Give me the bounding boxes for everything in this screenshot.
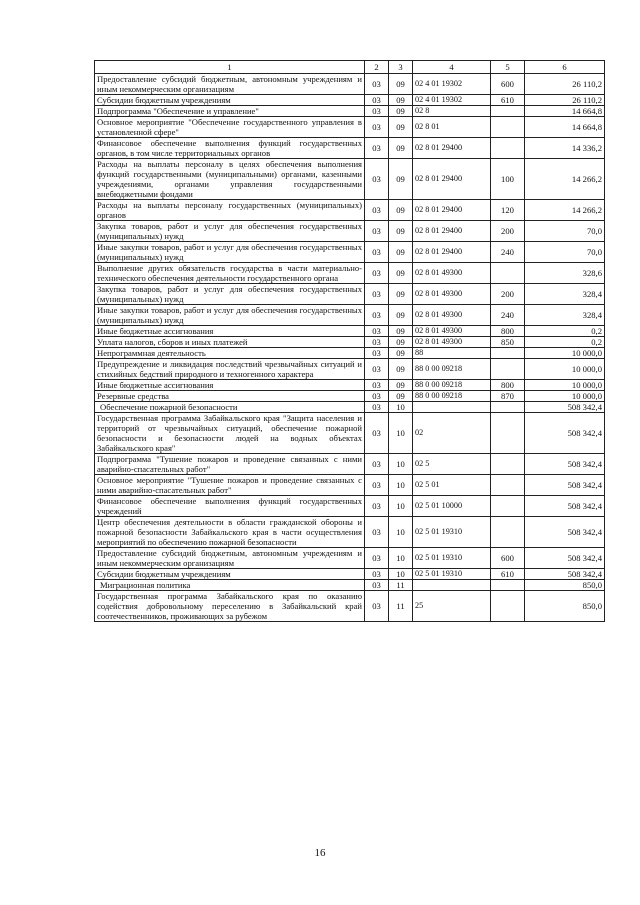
row-expense-type: 800 bbox=[491, 380, 525, 391]
row-expense-type: 870 bbox=[491, 391, 525, 402]
row-expense-type bbox=[491, 454, 525, 475]
row-target-article: 02 8 01 29400 bbox=[413, 159, 491, 200]
row-name: Иные закупки товаров, работ и услуг для обеспечения государственных (муниципальных) нужд bbox=[95, 305, 365, 326]
row-name: Государственная программа Забайкальского края по оказанию содействия добровольному переселению в Забайкальский край соотечественников, проживающих за рубежом bbox=[95, 591, 365, 622]
row-expense-type: 600 bbox=[491, 74, 525, 95]
row-expense-type bbox=[491, 117, 525, 138]
row-subsection: 09 bbox=[389, 159, 413, 200]
row-name: Подпрограмма "Обеспечение и управление" bbox=[95, 106, 365, 117]
row-section: 03 bbox=[365, 359, 389, 380]
header-col-4: 4 bbox=[413, 61, 491, 74]
row-subsection: 09 bbox=[389, 380, 413, 391]
row-section: 03 bbox=[365, 74, 389, 95]
row-name: Основное мероприятие "Тушение пожаров и проведение связанных с ними аварийно-спасательных работ" bbox=[95, 475, 365, 496]
table-row bbox=[95, 380, 605, 391]
row-target-article: 02 8 01 49300 bbox=[413, 326, 491, 337]
row-expense-type bbox=[491, 413, 525, 454]
row-section: 03 bbox=[365, 413, 389, 454]
row-name: Выполнение других обязательств государства в части материально-технического обеспечения деятельности государственного органа bbox=[95, 263, 365, 284]
table-row bbox=[95, 74, 605, 95]
row-target-article: 02 8 01 29400 bbox=[413, 200, 491, 221]
row-subsection: 09 bbox=[389, 337, 413, 348]
header-col-6: 6 bbox=[525, 61, 605, 74]
table-row bbox=[95, 359, 605, 380]
row-name: Закупка товаров, работ и услуг для обеспечения государственных (муниципальных) нужд bbox=[95, 221, 365, 242]
row-target-article: 02 8 01 29400 bbox=[413, 242, 491, 263]
row-subsection: 09 bbox=[389, 348, 413, 359]
row-section: 03 bbox=[365, 284, 389, 305]
row-amount: 10 000,0 bbox=[525, 348, 605, 359]
table-row bbox=[95, 221, 605, 242]
row-amount: 70,0 bbox=[525, 242, 605, 263]
table-row bbox=[95, 548, 605, 569]
row-target-article: 88 0 00 09218 bbox=[413, 391, 491, 402]
row-amount: 850,0 bbox=[525, 580, 605, 591]
row-section: 03 bbox=[365, 117, 389, 138]
row-name: Предоставление субсидий бюджетным, автономным учреждениям и иным некоммерческим организациям bbox=[95, 548, 365, 569]
row-subsection: 11 bbox=[389, 580, 413, 591]
row-name: Субсидии бюджетным учреждениям bbox=[95, 569, 365, 580]
row-target-article: 02 5 01 bbox=[413, 475, 491, 496]
row-section: 03 bbox=[365, 200, 389, 221]
table-row bbox=[95, 326, 605, 337]
row-subsection: 09 bbox=[389, 391, 413, 402]
row-section: 03 bbox=[365, 138, 389, 159]
row-target-article: 02 8 01 49300 bbox=[413, 263, 491, 284]
table-row bbox=[95, 569, 605, 580]
row-amount: 14 664,8 bbox=[525, 106, 605, 117]
row-target-article bbox=[413, 402, 491, 413]
row-amount: 328,4 bbox=[525, 284, 605, 305]
row-target-article: 02 8 01 29400 bbox=[413, 138, 491, 159]
row-name: Финансовое обеспечение выполнения функций государственных органов, в том числе территориальных органов bbox=[95, 138, 365, 159]
row-target-article: 02 4 01 19302 bbox=[413, 74, 491, 95]
row-target-article: 02 8 01 49300 bbox=[413, 284, 491, 305]
table-row bbox=[95, 138, 605, 159]
row-section: 03 bbox=[365, 106, 389, 117]
budget-table bbox=[94, 60, 605, 622]
table-row bbox=[95, 337, 605, 348]
row-expense-type: 240 bbox=[491, 305, 525, 326]
table-row bbox=[95, 475, 605, 496]
row-subsection: 10 bbox=[389, 569, 413, 580]
row-amount: 508 342,4 bbox=[525, 517, 605, 548]
row-amount: 328,4 bbox=[525, 305, 605, 326]
row-section: 03 bbox=[365, 242, 389, 263]
row-name: Уплата налогов, сборов и иных платежей bbox=[95, 337, 365, 348]
row-expense-type: 240 bbox=[491, 242, 525, 263]
row-target-article: 02 5 01 10000 bbox=[413, 496, 491, 517]
row-subsection: 09 bbox=[389, 200, 413, 221]
row-subsection: 09 bbox=[389, 284, 413, 305]
row-section: 03 bbox=[365, 580, 389, 591]
budget-table-body bbox=[95, 61, 605, 622]
header-col-1: 1 bbox=[95, 61, 365, 74]
row-section: 03 bbox=[365, 263, 389, 284]
row-subsection: 09 bbox=[389, 242, 413, 263]
row-name: Центр обеспечения деятельности в области гражданской обороны и пожарной безопасности Забайкальского края в части осуществления мероприятий по обеспечению пожарной безопасности bbox=[95, 517, 365, 548]
row-subsection: 10 bbox=[389, 475, 413, 496]
row-target-article: 02 5 01 19310 bbox=[413, 569, 491, 580]
table-row bbox=[95, 496, 605, 517]
row-section: 03 bbox=[365, 337, 389, 348]
row-expense-type: 200 bbox=[491, 284, 525, 305]
row-subsection: 09 bbox=[389, 305, 413, 326]
row-amount: 508 342,4 bbox=[525, 496, 605, 517]
row-expense-type bbox=[491, 496, 525, 517]
row-amount: 26 110,2 bbox=[525, 95, 605, 106]
row-expense-type: 800 bbox=[491, 326, 525, 337]
row-expense-type bbox=[491, 402, 525, 413]
row-target-article bbox=[413, 580, 491, 591]
row-name: Иные бюджетные ассигнования bbox=[95, 380, 365, 391]
row-expense-type: 200 bbox=[491, 221, 525, 242]
row-section: 03 bbox=[365, 380, 389, 391]
row-expense-type: 120 bbox=[491, 200, 525, 221]
row-name: Основное мероприятие "Обеспечение государственного управления в установленной сфере" bbox=[95, 117, 365, 138]
row-expense-type bbox=[491, 580, 525, 591]
row-amount: 14 266,2 bbox=[525, 159, 605, 200]
table-row bbox=[95, 117, 605, 138]
table-row bbox=[95, 242, 605, 263]
row-section: 03 bbox=[365, 348, 389, 359]
row-name: Закупка товаров, работ и услуг для обеспечения государственных (муниципальных) нужд bbox=[95, 284, 365, 305]
row-subsection: 09 bbox=[389, 74, 413, 95]
table-row bbox=[95, 159, 605, 200]
row-name: Подпрограмма "Тушение пожаров и проведение связанных с ними аварийно-спасательных работ" bbox=[95, 454, 365, 475]
row-amount: 14 266,2 bbox=[525, 200, 605, 221]
row-amount: 508 342,4 bbox=[525, 402, 605, 413]
row-subsection: 09 bbox=[389, 138, 413, 159]
row-name: Субсидии бюджетным учреждениям bbox=[95, 95, 365, 106]
row-name: Иные закупки товаров, работ и услуг для обеспечения государственных (муниципальных) нужд bbox=[95, 242, 365, 263]
row-section: 03 bbox=[365, 454, 389, 475]
row-section: 03 bbox=[365, 517, 389, 548]
table-row bbox=[95, 454, 605, 475]
row-section: 03 bbox=[365, 95, 389, 106]
row-expense-type bbox=[491, 348, 525, 359]
row-subsection: 09 bbox=[389, 263, 413, 284]
row-name: Иные бюджетные ассигнования bbox=[95, 326, 365, 337]
row-amount: 508 342,4 bbox=[525, 454, 605, 475]
row-subsection: 09 bbox=[389, 95, 413, 106]
row-subsection: 09 bbox=[389, 326, 413, 337]
header-col-5: 5 bbox=[491, 61, 525, 74]
table-row bbox=[95, 402, 605, 413]
row-name: Расходы на выплаты персоналу в целях обеспечения выполнения функций государственными (муниципальными) органами, казенными учреждениями, органами управления государственными внебюджетными фондами bbox=[95, 159, 365, 200]
header-row bbox=[95, 61, 605, 74]
row-subsection: 09 bbox=[389, 221, 413, 242]
row-expense-type bbox=[491, 106, 525, 117]
row-amount: 10 000,0 bbox=[525, 391, 605, 402]
row-target-article: 02 8 bbox=[413, 106, 491, 117]
row-amount: 14 664,8 bbox=[525, 117, 605, 138]
header-col-2: 2 bbox=[365, 61, 389, 74]
row-section: 03 bbox=[365, 305, 389, 326]
row-name: Миграционная политика bbox=[95, 580, 365, 591]
row-section: 03 bbox=[365, 569, 389, 580]
row-name: Резервные средства bbox=[95, 391, 365, 402]
row-expense-type: 610 bbox=[491, 569, 525, 580]
row-expense-type bbox=[491, 359, 525, 380]
row-subsection: 10 bbox=[389, 496, 413, 517]
row-amount: 850,0 bbox=[525, 591, 605, 622]
row-target-article: 88 bbox=[413, 348, 491, 359]
row-amount: 508 342,4 bbox=[525, 548, 605, 569]
table-row bbox=[95, 263, 605, 284]
row-section: 03 bbox=[365, 391, 389, 402]
row-target-article: 02 8 01 49300 bbox=[413, 305, 491, 326]
row-name: Государственная программа Забайкальского края "Защита населения и территорий от чрезвычайных ситуаций, обеспечение пожарной безопасности и безопасности людей на водных объектах Забайкальского края" bbox=[95, 413, 365, 454]
row-expense-type: 600 bbox=[491, 548, 525, 569]
row-expense-type bbox=[491, 475, 525, 496]
table-row bbox=[95, 580, 605, 591]
table-row bbox=[95, 517, 605, 548]
row-expense-type: 610 bbox=[491, 95, 525, 106]
row-target-article: 02 8 01 bbox=[413, 117, 491, 138]
row-name: Предупреждение и ликвидация последствий чрезвычайных ситуаций и стихийных бедствий природного и техногенного характера bbox=[95, 359, 365, 380]
table-row bbox=[95, 284, 605, 305]
row-amount: 70,0 bbox=[525, 221, 605, 242]
row-section: 03 bbox=[365, 326, 389, 337]
row-amount: 328,6 bbox=[525, 263, 605, 284]
row-amount: 10 000,0 bbox=[525, 380, 605, 391]
row-subsection: 10 bbox=[389, 454, 413, 475]
row-subsection: 10 bbox=[389, 413, 413, 454]
row-amount: 508 342,4 bbox=[525, 475, 605, 496]
table-row bbox=[95, 200, 605, 221]
row-section: 03 bbox=[365, 159, 389, 200]
row-expense-type bbox=[491, 517, 525, 548]
table-row bbox=[95, 305, 605, 326]
row-target-article: 02 bbox=[413, 413, 491, 454]
row-name: Обеспечение пожарной безопасности bbox=[95, 402, 365, 413]
row-section: 03 bbox=[365, 548, 389, 569]
row-amount: 10 000,0 bbox=[525, 359, 605, 380]
table-row bbox=[95, 391, 605, 402]
row-target-article: 02 5 01 19310 bbox=[413, 517, 491, 548]
row-subsection: 09 bbox=[389, 106, 413, 117]
row-name: Непрограммная деятельность bbox=[95, 348, 365, 359]
row-subsection: 09 bbox=[389, 117, 413, 138]
row-section: 03 bbox=[365, 402, 389, 413]
row-expense-type: 100 bbox=[491, 159, 525, 200]
row-target-article: 88 0 00 09218 bbox=[413, 380, 491, 391]
row-amount: 508 342,4 bbox=[525, 413, 605, 454]
row-target-article: 02 4 01 19302 bbox=[413, 95, 491, 106]
row-amount: 0,2 bbox=[525, 337, 605, 348]
row-subsection: 10 bbox=[389, 402, 413, 413]
table-row bbox=[95, 348, 605, 359]
row-expense-type: 850 bbox=[491, 337, 525, 348]
row-subsection: 10 bbox=[389, 548, 413, 569]
row-subsection: 09 bbox=[389, 359, 413, 380]
row-expense-type bbox=[491, 138, 525, 159]
row-name: Финансовое обеспечение выполнения функций государственных учреждений bbox=[95, 496, 365, 517]
row-target-article: 25 bbox=[413, 591, 491, 622]
row-section: 03 bbox=[365, 591, 389, 622]
row-expense-type bbox=[491, 591, 525, 622]
row-section: 03 bbox=[365, 496, 389, 517]
row-name: Расходы на выплаты персоналу государственных (муниципальных) органов bbox=[95, 200, 365, 221]
row-subsection: 10 bbox=[389, 517, 413, 548]
table-row bbox=[95, 413, 605, 454]
header-col-3: 3 bbox=[389, 61, 413, 74]
table-row bbox=[95, 591, 605, 622]
row-section: 03 bbox=[365, 475, 389, 496]
row-target-article: 02 8 01 49300 bbox=[413, 337, 491, 348]
row-amount: 26 110,2 bbox=[525, 74, 605, 95]
row-target-article: 02 5 bbox=[413, 454, 491, 475]
row-amount: 0,2 bbox=[525, 326, 605, 337]
row-amount: 14 336,2 bbox=[525, 138, 605, 159]
row-target-article: 02 8 01 29400 bbox=[413, 221, 491, 242]
table-row bbox=[95, 95, 605, 106]
table-row bbox=[95, 106, 605, 117]
row-subsection: 11 bbox=[389, 591, 413, 622]
row-target-article: 88 0 00 09218 bbox=[413, 359, 491, 380]
page-number: 16 bbox=[314, 847, 326, 859]
row-expense-type bbox=[491, 263, 525, 284]
row-amount: 508 342,4 bbox=[525, 569, 605, 580]
row-target-article: 02 5 01 19310 bbox=[413, 548, 491, 569]
row-name: Предоставление субсидий бюджетным, автономным учреждениям и иным некоммерческим организациям bbox=[95, 74, 365, 95]
row-section: 03 bbox=[365, 221, 389, 242]
